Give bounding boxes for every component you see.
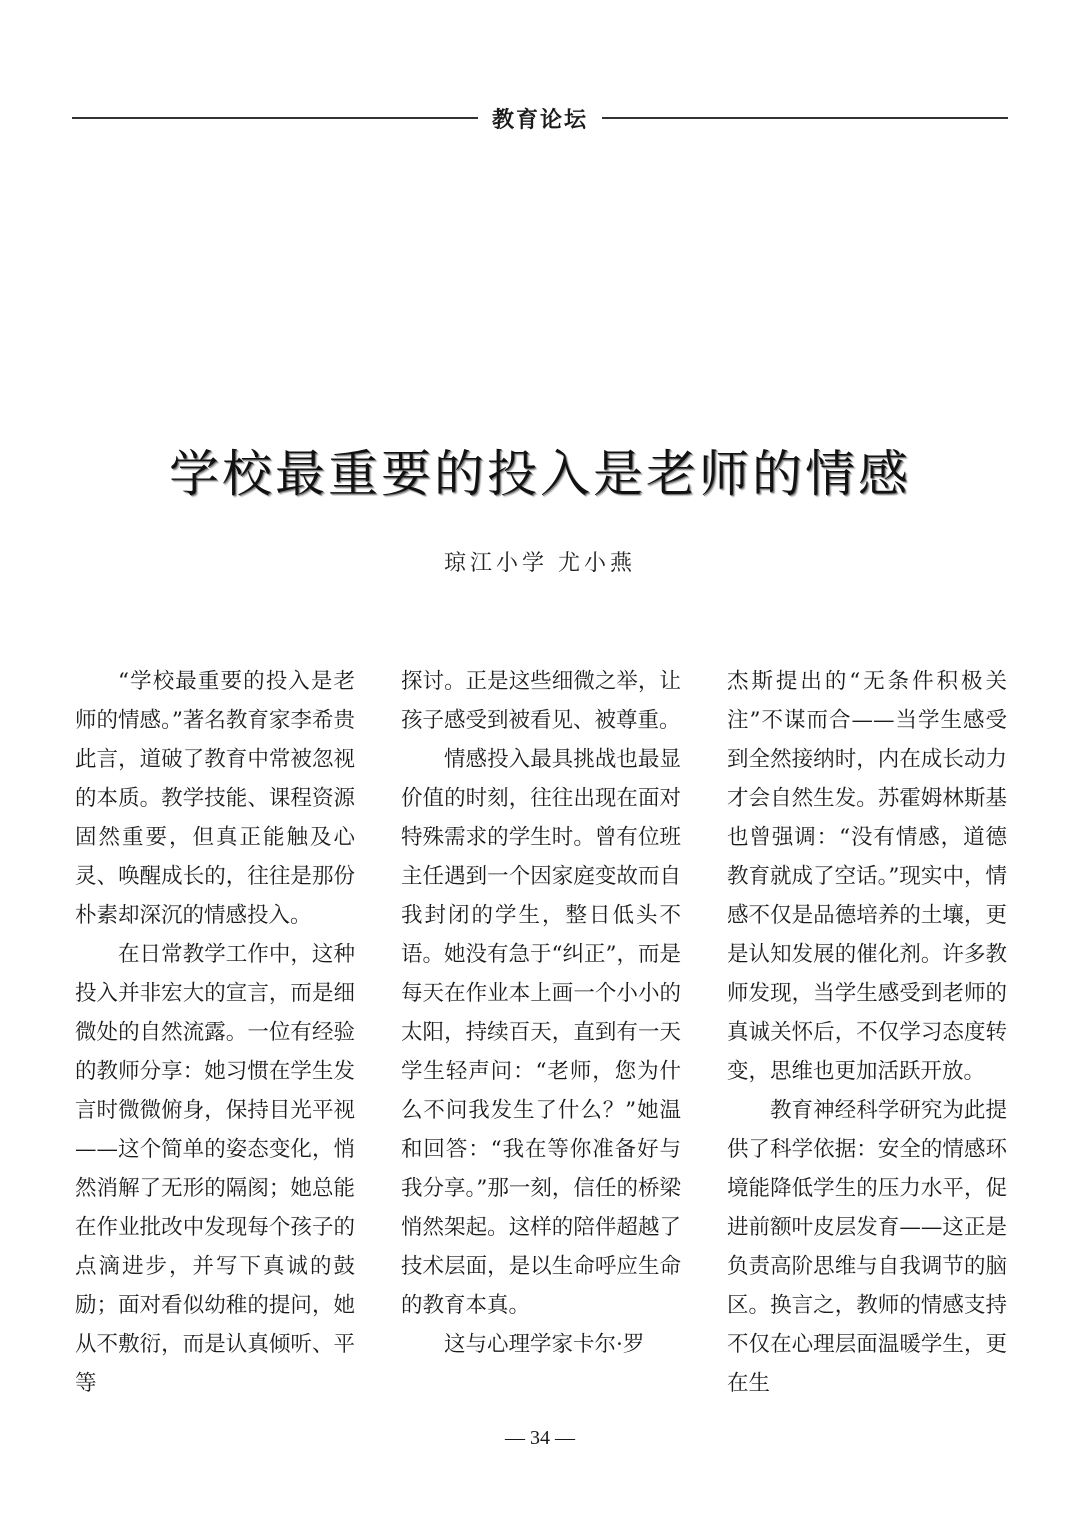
byline-school: 琼江小学 xyxy=(443,551,548,576)
paragraph: “学校最重要的投入是老师的情感。”著名教育家李希贵此言，道破了教育中常被忽视的本质。教学技能、课程资源固然重要，但真正能触及心灵、唤醒成长的，往往是那份朴素却深沉的情感投入。 xyxy=(75,669,355,928)
byline xyxy=(0,546,1080,577)
section-header xyxy=(72,100,1008,136)
paragraph: 杰斯提出的“无条件积极关注”不谋而合——当学生感受到全然接纳时，内在成长动力才会自然生发。苏霍姆林斯基也曾强调：“没有情感，道德教育就成了空话。”现实中，情感不仅是品德培养的土壤，更是认知发展的催化剂。许多教师发现，当学生感受到老师的真诚关怀后，不仅学习态度转变，思维也更加活跃开放。 xyxy=(727,669,1007,1084)
article-body xyxy=(75,662,1007,1402)
paragraph: 教育神经科学研究为此提供了科学依据：安全的情感环境能降低学生的压力水平，促进前额叶皮层发育——这正是负责高阶思维与自我调节的脑区。换言之，教师的情感支持不仅在心理层面温暖学生，更在生 xyxy=(727,1098,1007,1396)
text-column-1 xyxy=(75,662,355,1403)
article-title: 学校最重要的投入是老师的情感 xyxy=(169,444,911,503)
header-rule-left xyxy=(72,117,478,119)
paragraph: 情感投入最具挑战也最显价值的时刻，往往出现在面对特殊需求的学生时。曾有位班主任遇到一个因家庭变故而自我封闭的学生，整日低头不语。她没有急于“纠正”，而是每天在作业本上画一个小小的太阳，持续百天，直到有一天学生轻声问：“老师，您为什么不问我发生了什么？”她温和回答：“我在等你准备好与我分享。”那一刻，信任的桥梁悄然架起。这样的陪伴超越了技术层面，是以生命呼应生命的教育本真。 xyxy=(401,747,681,1318)
page-number: — 34 — xyxy=(505,1427,575,1449)
paragraph: 这与心理学家卡尔·罗 xyxy=(444,1332,645,1357)
text-column-2 xyxy=(401,662,681,1364)
header-rule-right xyxy=(602,117,1008,119)
paragraph: 在日常教学工作中，这种投入并非宏大的宣言，而是细微处的自然流露。一位有经验的教师分享：她习惯在学生发言时微微俯身，保持目光平视——这个简单的姿态变化，悄然消解了无形的隔阂；她总能在作业批改中发现每个孩子的点滴进步，并写下真诚的鼓励；面对看似幼稚的提问，她从不敷衍，而是认真倾听、平等 xyxy=(75,942,355,1396)
byline-author: 尤小燕 xyxy=(558,551,637,576)
paragraph: 探讨。正是这些细微之举，让孩子感受到被看见、被尊重。 xyxy=(401,669,681,733)
text-column-3 xyxy=(727,662,1007,1403)
section-label: 教育论坛 xyxy=(492,107,589,133)
